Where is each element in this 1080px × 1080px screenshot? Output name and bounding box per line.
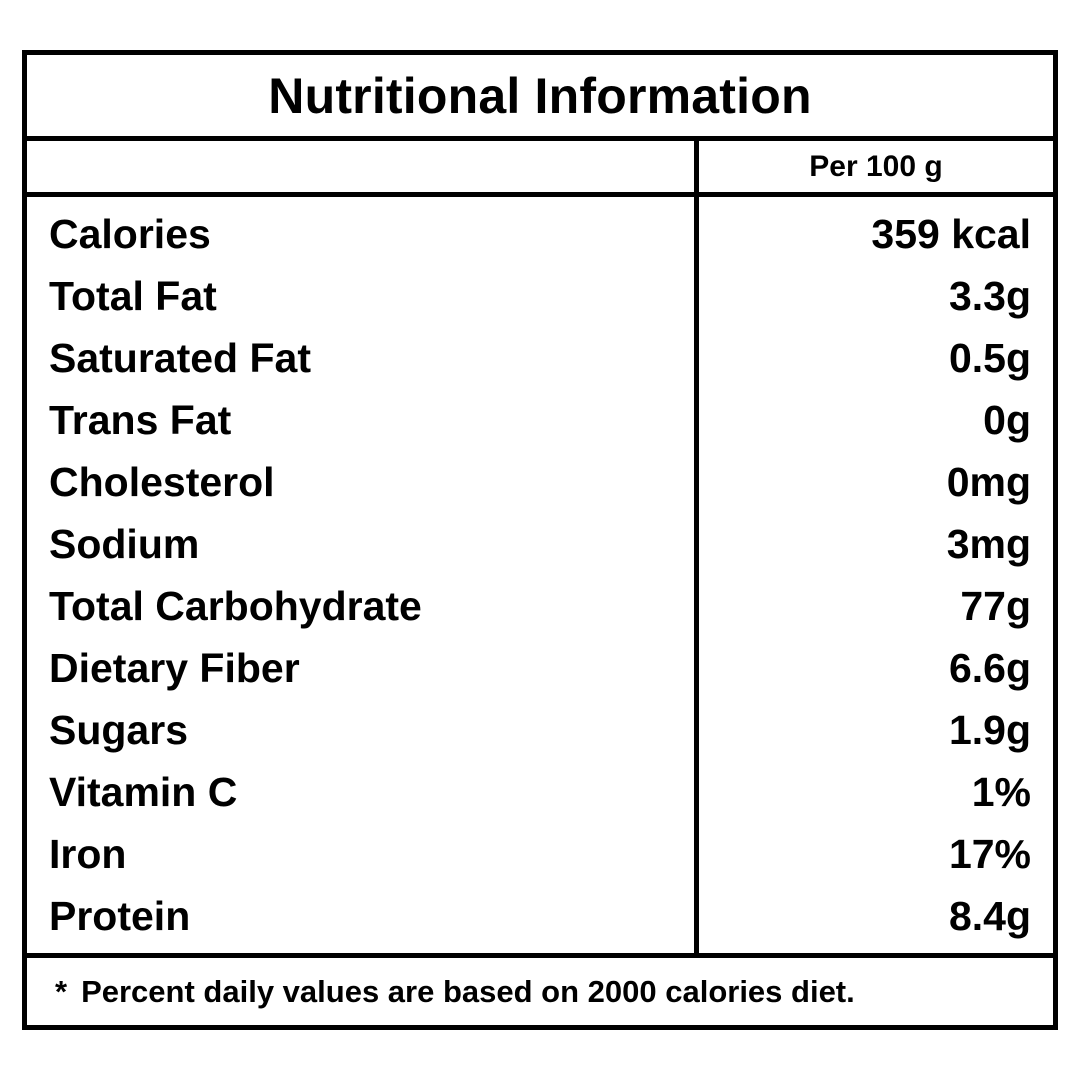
table-header-row [27, 141, 1053, 197]
table-row: 1% [971, 769, 1031, 815]
table-row: Total Carbohydrate [49, 583, 422, 629]
table-row: 1.9g [948, 707, 1031, 753]
table-row: Trans Fat [49, 397, 232, 443]
footnote-marker: * [55, 973, 68, 1009]
footnote-text: Percent daily values are based on 2000 calories diet. [81, 973, 855, 1009]
table-row: Sodium [49, 521, 200, 567]
nutrient-name-column [27, 197, 699, 953]
table-row: 0g [983, 397, 1031, 443]
table-row: Iron [49, 831, 127, 877]
table-row: Protein [49, 893, 191, 939]
column-header-amount: Per 100 g [809, 149, 943, 183]
nutrient-table-body [27, 197, 1053, 953]
table-row: 359 kcal [871, 211, 1031, 257]
table-row: 6.6g [948, 645, 1031, 691]
table-row: 8.4g [948, 893, 1031, 939]
column-header-nutrient [27, 141, 699, 192]
table-row: Saturated Fat [49, 335, 311, 381]
page-title: Nutritional Information [268, 67, 812, 124]
nutrient-value-column [699, 197, 1053, 953]
nutrition-facts-panel [22, 50, 1058, 1030]
table-row: Dietary Fiber [49, 645, 300, 691]
table-row: 17% [948, 831, 1031, 877]
title-row [27, 55, 1053, 141]
table-row: 3mg [946, 521, 1031, 567]
table-row: 0mg [946, 459, 1031, 505]
table-row: Cholesterol [49, 459, 275, 505]
table-row: 77g [960, 583, 1031, 629]
footnote-row [27, 953, 1053, 1025]
table-row: Calories [49, 211, 211, 257]
table-row: Sugars [49, 707, 188, 753]
table-row: 3.3g [948, 273, 1031, 319]
table-row: Total Fat [49, 273, 217, 319]
table-row: Vitamin C [49, 769, 238, 815]
table-row: 0.5g [948, 335, 1031, 381]
